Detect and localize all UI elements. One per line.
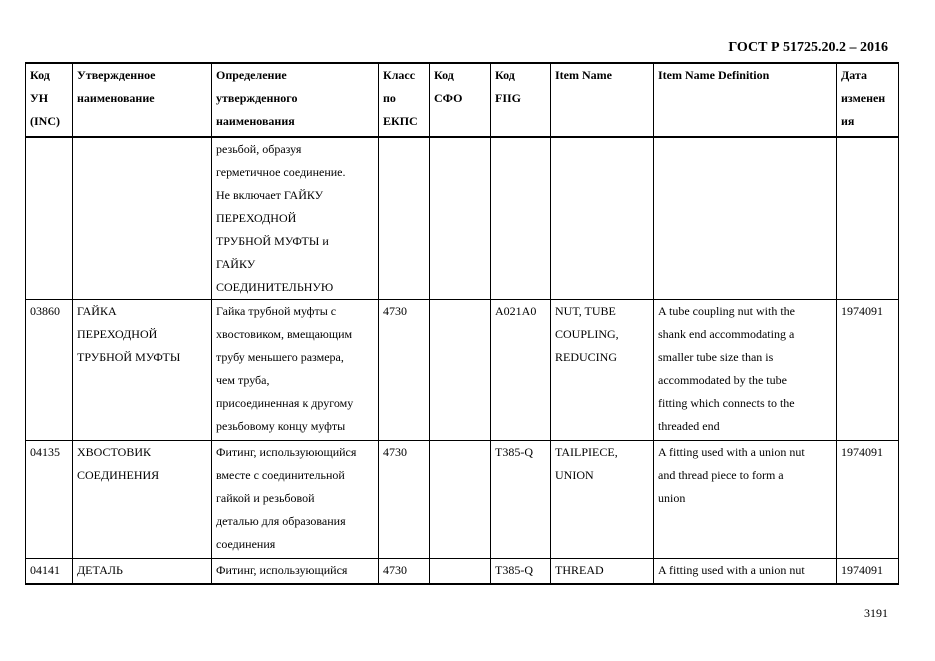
cell-item-name: TAILPIECE, UNION (551, 441, 654, 559)
column-header-fiig-code: Код FIIG (491, 63, 551, 137)
cell-inc: 04135 (26, 441, 73, 559)
cell-item-name: NUT, TUBE COUPLING, REDUCING (551, 300, 654, 441)
document-title: ГОСТ Р 51725.20.2 – 2016 (728, 40, 888, 55)
column-header-inc: Код УН (INC) (26, 63, 73, 137)
cell-inc (26, 137, 73, 300)
cell-item-name: THREAD (551, 559, 654, 585)
cell-ekps-class: 4730 (379, 300, 430, 441)
column-header-definition: Определение утвержденного наименования (212, 63, 379, 137)
cell-fiig-code: T385-Q (491, 559, 551, 585)
cell-sfo-code (430, 441, 491, 559)
nomenclature-table (25, 62, 899, 585)
column-header-item-name-definition: Item Name Definition (654, 63, 837, 137)
table-row (26, 300, 899, 441)
cell-ekps-class: 4730 (379, 559, 430, 585)
cell-sfo-code (430, 300, 491, 441)
table-row (26, 441, 899, 559)
cell-definition: резьбой, образуя герметичное соединение. Не включает ГАЙКУ ПЕРЕХОДНОЙ ТРУБНОЙ МУФТЫ и ГАЙКУ СОЕДИНИТЕЛЬНУЮ (212, 137, 379, 300)
cell-definition: Фитинг, использующийся (212, 559, 379, 585)
cell-fiig-code: A021A0 (491, 300, 551, 441)
cell-ekps-class (379, 137, 430, 300)
cell-ekps-class: 4730 (379, 441, 430, 559)
cell-definition: Гайка трубной муфты с хвостовиком, вмещающим трубу меньшего размера, чем труба, присоединенная к другому резьбовому концу муфты (212, 300, 379, 441)
cell-change-date: 1974091 (837, 441, 899, 559)
cell-item-name-definition: A fitting used with a union nut and thread piece to form a union (654, 441, 837, 559)
cell-inc: 04141 (26, 559, 73, 585)
table-row (26, 559, 899, 585)
cell-item-name (551, 137, 654, 300)
cell-inc: 03860 (26, 300, 73, 441)
cell-fiig-code: T385-Q (491, 441, 551, 559)
cell-change-date (837, 137, 899, 300)
cell-change-date: 1974091 (837, 559, 899, 585)
table-header-row (26, 63, 899, 137)
cell-approved-name (73, 137, 212, 300)
cell-definition: Фитинг, используюющийся вместе с соединительной гайкой и резьбовой деталью для образования соединения (212, 441, 379, 559)
cell-change-date: 1974091 (837, 300, 899, 441)
table-row (26, 137, 899, 300)
cell-approved-name: ХВОСТОВИК СОЕДИНЕНИЯ (73, 441, 212, 559)
cell-approved-name: ДЕТАЛЬ (73, 559, 212, 585)
column-header-sfo-code: Код СФО (430, 63, 491, 137)
cell-item-name-definition (654, 137, 837, 300)
column-header-approved-name: Утвержденное наименование (73, 63, 212, 137)
column-header-change-date: Дата изменен ия (837, 63, 899, 137)
cell-item-name-definition: A tube coupling nut with the shank end accommodating a smaller tube size than is accommodated by the tube fitting which connects to the threaded end (654, 300, 837, 441)
cell-sfo-code (430, 137, 491, 300)
column-header-ekps-class: Класс по ЕКПС (379, 63, 430, 137)
cell-fiig-code (491, 137, 551, 300)
page-number: 3191 (864, 606, 888, 620)
cell-item-name-definition: A fitting used with a union nut (654, 559, 837, 585)
cell-sfo-code (430, 559, 491, 585)
column-header-item-name: Item Name (551, 63, 654, 137)
cell-approved-name: ГАЙКА ПЕРЕХОДНОЙ ТРУБНОЙ МУФТЫ (73, 300, 212, 441)
